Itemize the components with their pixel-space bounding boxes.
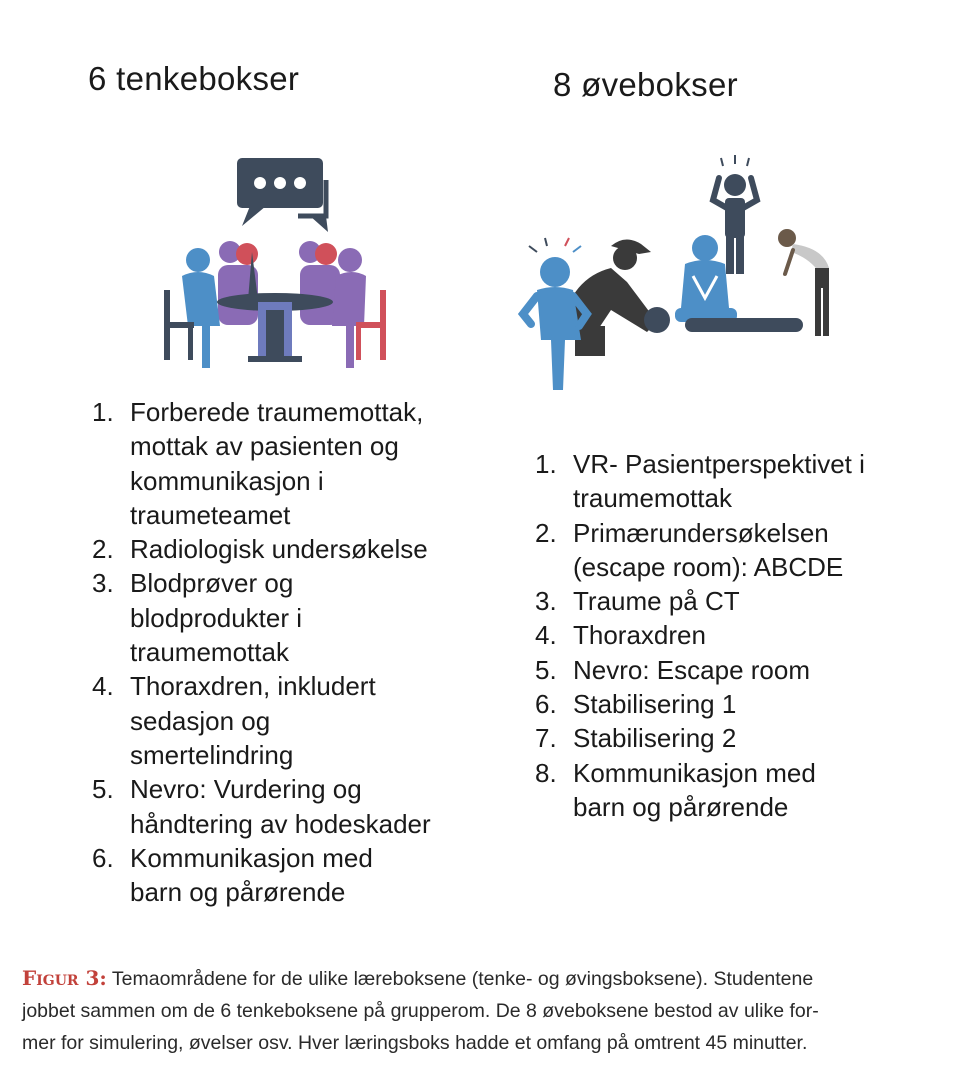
right-topic-list — [535, 447, 915, 824]
list-item: 6. Stabilisering 1 — [535, 689, 737, 720]
list-item: 2. Primærundersøkelsen (escape room): ABCDE — [535, 517, 844, 582]
list-item: 6. Kommunikasjon med barn og pårørende — [92, 842, 373, 908]
list-item: 4. Thoraxdren, inkludert sedasjon og smertelindring — [92, 671, 376, 770]
distressed-person-icon — [713, 155, 757, 274]
list-item: 7. Stabilisering 2 — [535, 723, 737, 754]
list-item: 1. VR- Pasientperspektivet i traumemottak — [535, 449, 865, 514]
caption-line: mer for simulering, øvelser osv. Hver læringsboks hadde et omfang på omtrent 45 minutter. — [22, 1032, 808, 1054]
caption-line: Temaområdene for de ulike læreboksene (tenke- og øvingsboksene). Studentene — [111, 968, 814, 990]
figure-caption — [22, 962, 932, 1059]
list-item: 4. Thoraxdren — [535, 620, 706, 651]
caption-line: jobbet sammen om de 6 tenkeboksene på grupperom. De 8 øveboksene bestod av ulike for- — [22, 1000, 819, 1022]
left-topic-list — [92, 395, 482, 909]
list-item: 3. Blodprøver og blodprodukter i traumemottak — [92, 568, 302, 668]
figure-label: Figur 3: — [22, 966, 107, 990]
emergency-rescue-icon — [515, 150, 845, 400]
list-item: 1. Forberede traumemottak, mottak av pasienten og kommunikasjon i traumeteamet — [92, 397, 424, 530]
patient-icon — [685, 318, 803, 332]
group-discussion-icon — [150, 150, 400, 370]
left-column-title: 6 tenkebokser — [88, 60, 300, 97]
list-item: 2. Radiologisk undersøkelse — [92, 534, 428, 565]
right-column-title: 8 øvebokser — [553, 66, 738, 103]
list-item: 8. Kommunikasjon med barn og pårørende — [535, 757, 816, 822]
list-item: 5. Nevro: Vurdering og håndtering av hodeskader — [92, 774, 431, 839]
list-item: 3. Traume på CT — [535, 586, 740, 617]
list-item: 5. Nevro: Escape room — [535, 654, 810, 685]
